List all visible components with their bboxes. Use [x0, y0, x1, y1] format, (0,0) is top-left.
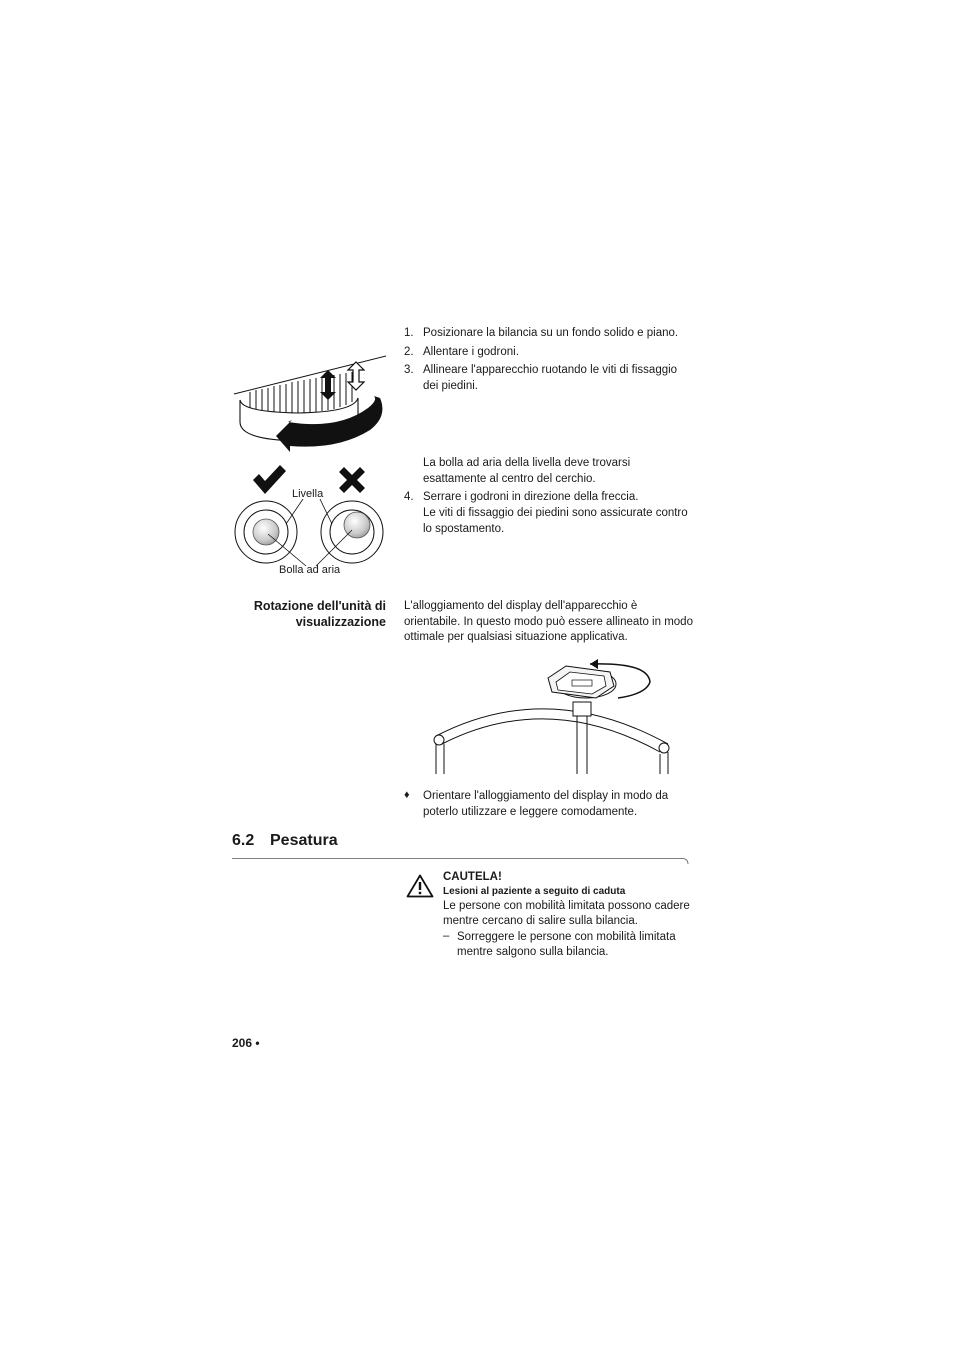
section-title: Pesatura — [270, 832, 338, 849]
foot-screw-illustration — [228, 352, 390, 452]
step-1-number: 1. — [404, 327, 414, 339]
step-2-number: 2. — [404, 346, 414, 358]
bubble-label: Bolla ad aria — [279, 564, 341, 576]
step-1-text: Posizionare la bilancia su un fondo solido e piano. — [423, 327, 679, 339]
rotation-bullet: Orientare l'alloggiamento del display in modo da poterlo utilizzare e leggere comodamente. — [423, 790, 669, 818]
rotation-paragraph: L'alloggiamento del display dell'apparecchio è orientabile. In questo modo può essere allineato in modo ottimale per qualsiasi situazione applicativa. — [404, 600, 693, 643]
bullet-diamond: ♦ — [404, 789, 410, 801]
step-4-note: Le viti di fissaggio dei piedini sono assicurate contro lo spostamento. — [423, 507, 688, 535]
rotation-heading: Rotazione dell'unità di visualizzazione — [253, 599, 386, 629]
display-rotation-illustration — [428, 658, 684, 778]
warning-subtitle: Lesioni al paziente a seguito di caduta — [443, 886, 626, 897]
step-4-number: 4. — [404, 491, 414, 503]
warning-triangle-icon — [406, 874, 434, 898]
page-number: 206 • — [232, 1036, 260, 1050]
warning-instruction: Sorreggere le persone con mobilità limitata mentre salgono sulla bilancia. — [457, 931, 676, 958]
level-label: Livella — [292, 488, 324, 500]
section-rule — [232, 855, 690, 865]
warning-body: Le persone con mobilità limitata possono cadere mentre cercano di salire sulla bilancia. — [443, 900, 690, 927]
step-3-number: 3. — [404, 364, 414, 376]
step-4-text: Serrare i godroni in direzione della freccia. — [423, 491, 639, 503]
section-number: 6.2 — [232, 832, 255, 849]
warning-dash: – — [443, 930, 450, 942]
step-3-note: La bolla ad aria della livella deve trovarsi esattamente al centro del cerchio. — [423, 457, 631, 485]
warning-title: CAUTELA! — [443, 871, 502, 883]
step-3-text: Allineare l'apparecchio ruotando le viti di fissaggio dei piedini. — [423, 364, 678, 392]
checkmark-icon — [251, 464, 287, 496]
cross-icon — [336, 464, 368, 496]
bubble-levels-illustration — [228, 494, 390, 574]
step-2-text: Allentare i godroni. — [423, 346, 519, 358]
